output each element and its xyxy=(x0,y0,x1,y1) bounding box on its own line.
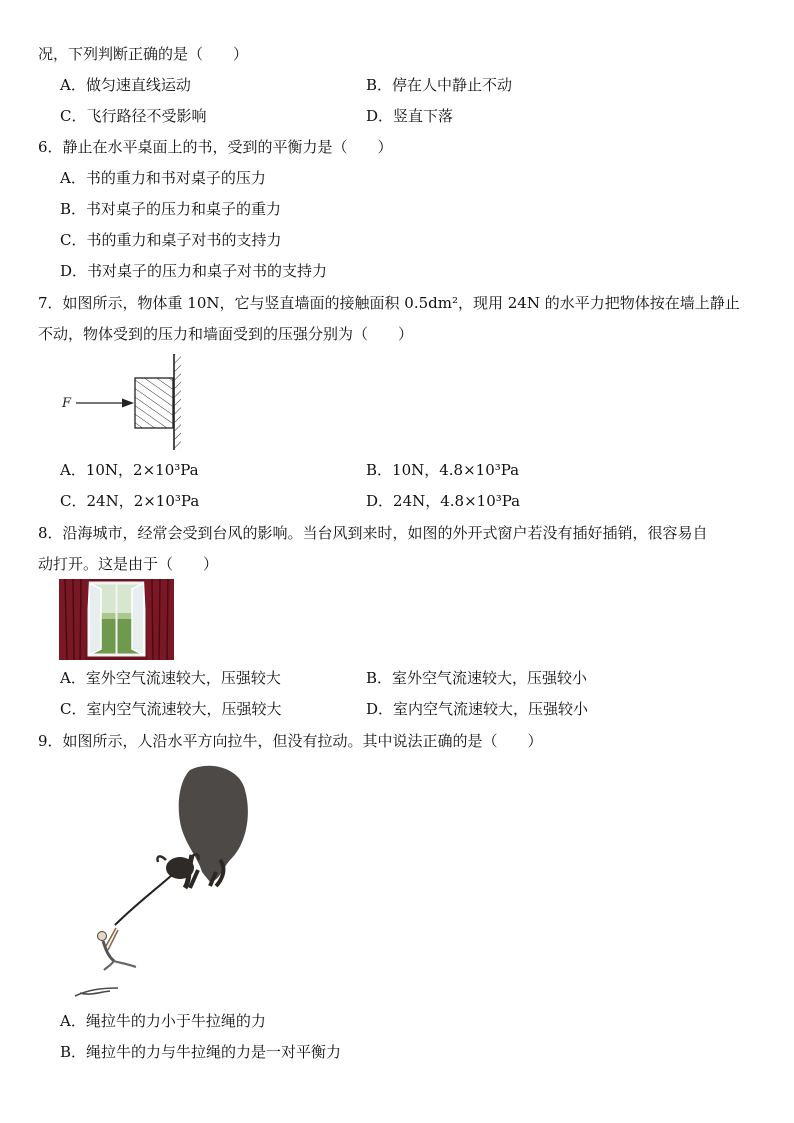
q7-option-c: C．24N，2×10³Pa xyxy=(60,492,200,510)
q7-arrow-head xyxy=(122,399,134,408)
q5-option-c: C．飞行路径不受影响 xyxy=(60,107,207,125)
q5-stem-tail: 况，下列判断正确的是（ ） xyxy=(38,45,249,63)
q6-option-a: A．书的重力和书对桌子的压力 xyxy=(60,169,266,187)
q7-stem-line2: 不动，物体受到的压力和墙面受到的压强分别为（ ） xyxy=(38,325,414,343)
q9-man-body xyxy=(103,941,114,961)
q6-option-b: B．书对桌子的压力和桌子的重力 xyxy=(60,200,282,218)
q8-right-sash xyxy=(132,583,144,655)
q8-stem-line1: 8．沿海城市，经常会受到台风的影响。当台风到来时，如图的外开式窗户若没有插好插销，很容易自 xyxy=(38,524,708,542)
q9-man-pulling-ox-painting xyxy=(70,760,255,1002)
q8-option-a: A．室外空气流速较大，压强较大 xyxy=(60,669,281,687)
q7-option-b: B．10N，4.8×10³Pa xyxy=(366,461,520,479)
q9-stem: 9．如图所示，人沿水平方向拉牛，但没有拉动。其中说法正确的是（ ） xyxy=(38,732,543,750)
q7-force-label: F xyxy=(62,396,72,411)
q5-option-a: A．做匀速直线运动 xyxy=(60,76,191,94)
q9-man-arms xyxy=(106,928,118,950)
q6-option-c: C．书的重力和桌子对书的支持力 xyxy=(60,231,282,249)
q7-stem-line1: 7．如图所示，物体重 10N，它与竖直墙面的接触面积 0.5dm²，现用 24N 的水平力把物体按在墙上静止 xyxy=(38,294,740,312)
q8-stem-line2: 动打开。这是由于（ ） xyxy=(38,555,219,573)
q5-option-b: B．停在人中静止不动 xyxy=(366,76,513,94)
q8-option-b: B．室外空气流速较大，压强较小 xyxy=(366,669,588,687)
q8-option-c: C．室内空气流速较大，压强较大 xyxy=(60,700,282,718)
q7-block xyxy=(135,378,173,428)
q5-option-d: D．竖直下落 xyxy=(366,107,454,125)
q9-rope xyxy=(115,875,172,925)
q9-ox-horn-left xyxy=(157,856,166,862)
q9-ground-stroke xyxy=(75,988,118,996)
q9-man-head xyxy=(98,932,107,941)
q7-force-diagram xyxy=(58,352,188,452)
q7-option-a: A．10N，2×10³Pa xyxy=(60,461,199,479)
q8-left-sash xyxy=(89,583,101,655)
q9-option-a: A．绳拉牛的力小于牛拉绳的力 xyxy=(60,1012,266,1030)
q6-stem: 6．静止在水平桌面上的书，受到的平衡力是（ ） xyxy=(38,138,393,156)
q8-option-d: D．室内空气流速较大，压强较小 xyxy=(366,700,589,718)
q7-wall-hatching xyxy=(174,354,181,450)
q9-option-b: B．绳拉牛的力与牛拉绳的力是一对平衡力 xyxy=(60,1043,342,1061)
q6-option-d: D．书对桌子的压力和桌子对书的支持力 xyxy=(60,262,328,280)
q8-window-photo xyxy=(59,579,174,660)
q7-option-d: D．24N，4.8×10³Pa xyxy=(366,492,521,510)
q9-man-legs xyxy=(104,961,136,970)
